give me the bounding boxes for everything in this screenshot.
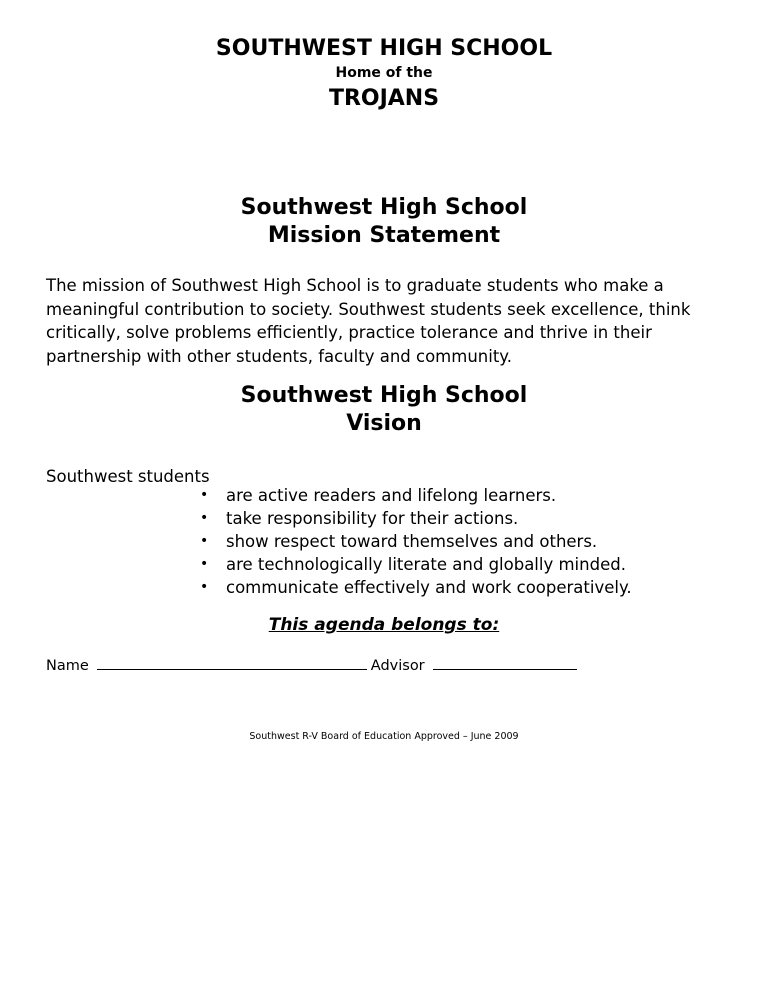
mission-statement-text: The mission of Southwest High School is to graduate students who make a meaningful contribution to society. Southwest students seek excellence, think critically, solve problems efficiently, practice tolerance and thrive in their partnership with other students, faculty and community. — [46, 276, 691, 366]
name-blank-line — [97, 655, 367, 670]
vision-item-text: communicate effectively and work cooperatively. — [226, 578, 632, 597]
bullet-icon: • — [200, 533, 209, 549]
bullet-icon: • — [200, 556, 209, 572]
vision-item — [200, 553, 740, 576]
vision-item — [200, 576, 740, 599]
vision-item — [200, 484, 740, 507]
bullet-icon: • — [200, 510, 209, 526]
bullet-icon: • — [200, 487, 209, 503]
agenda-owner-heading: This agenda belongs to: — [268, 615, 500, 635]
vision-item — [200, 530, 740, 553]
advisor-label: Advisor — [370, 658, 425, 674]
vision-heading-line1: Southwest High School — [240, 383, 528, 408]
vision-item-text: are active readers and lifelong learners. — [226, 486, 557, 505]
advisor-blank-line — [433, 655, 577, 670]
vision-item — [200, 507, 740, 530]
home-of-label: Home of the — [335, 65, 433, 81]
vision-heading-line2: Vision — [346, 411, 422, 436]
vision-item-text: take responsibility for their actions. — [226, 509, 519, 528]
mission-heading-line1: Southwest High School — [240, 195, 528, 220]
owner-fields — [46, 655, 577, 676]
bullet-icon: • — [200, 579, 209, 595]
vision-item-text: are technologically literate and globally minded. — [226, 555, 626, 574]
approval-footer: Southwest R-V Board of Education Approved – June 2009 — [249, 731, 519, 742]
vision-item-text: show respect toward themselves and others. — [226, 532, 598, 551]
mission-heading-line2: Mission Statement — [267, 223, 501, 248]
vision-list — [200, 484, 740, 599]
mascot-name: TROJANS — [328, 86, 440, 111]
vision-intro: Southwest students — [46, 467, 210, 486]
school-name: SOUTHWEST HIGH SCHOOL — [215, 36, 553, 61]
name-label: Name — [46, 658, 89, 674]
